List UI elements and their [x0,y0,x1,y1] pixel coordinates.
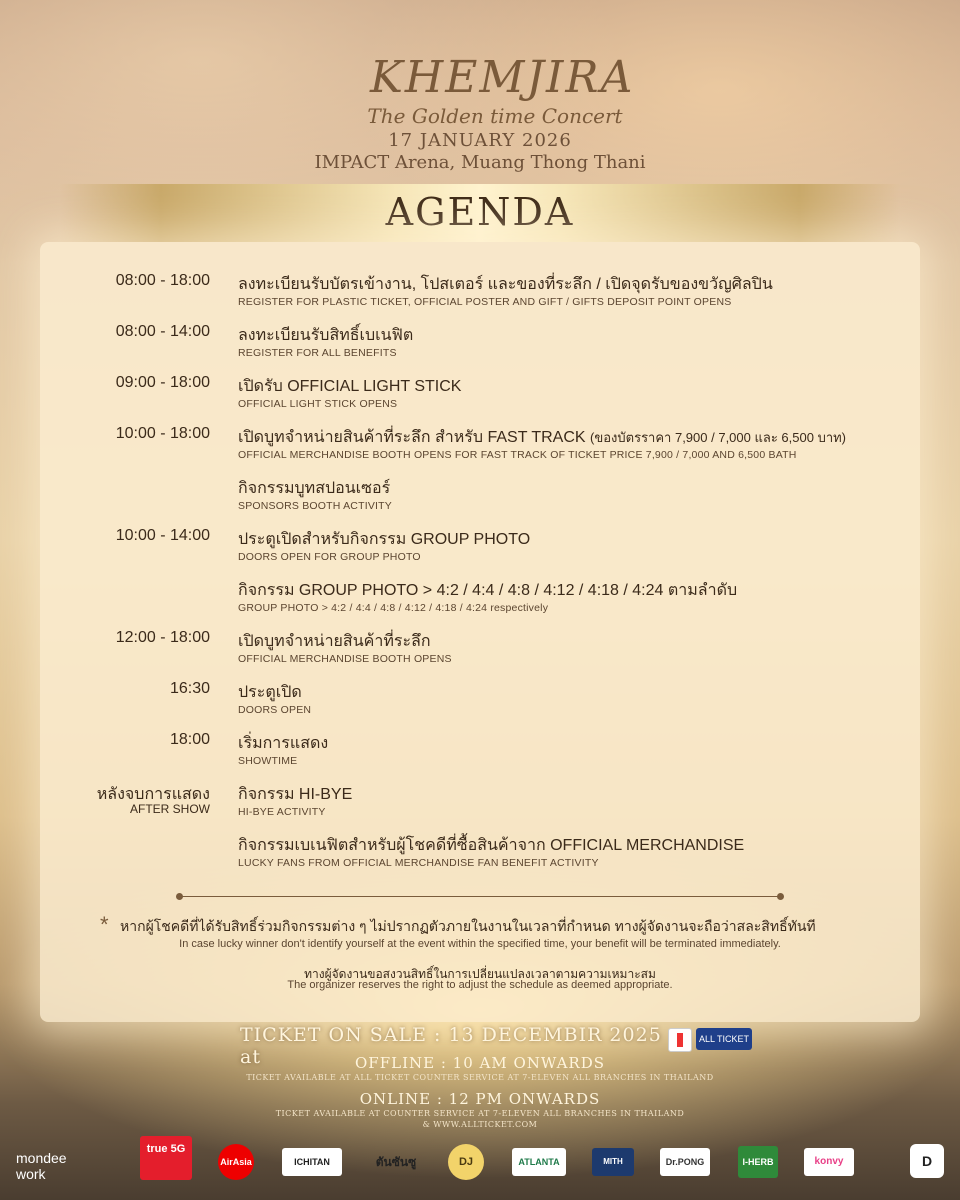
agenda-time: หลังจบการแสดง [96,786,210,803]
agenda-english: REGISTER FOR ALL BENEFITS [238,347,397,359]
agenda-row [0,525,960,575]
logo-title: KHEMJIRA [370,52,635,103]
agenda-title: AGENDA [385,190,575,234]
concert-logo [330,12,635,128]
agenda-time-english: AFTER SHOW [130,802,210,816]
asterisk-icon: * [100,912,109,937]
note-forfeit-thai: หากผู้โชคดีที่ได้รับสิทธิ์ร่วมกิจกรรมต่าง ๆ ไม่ปรากฏตัวภายในงานในเวลาที่กำหนด ทางผู้จัดงานจะถือว่าสละสิทธิ์ทันที [120,918,816,934]
online-sale-website: & WWW.ALLTICKET.COM [422,1120,538,1129]
agenda-thai: ลงทะเบียนรับสิทธิ์เบเนฟิต [238,327,414,344]
dj-logo: DJ [448,1144,484,1180]
all-ticket-logo: ALL TICKET [696,1028,752,1050]
agenda-row [0,831,960,881]
agenda-english: SPONSORS BOOTH ACTIVITY [238,500,392,512]
agenda-banner [60,184,900,242]
agenda-thai: กิจกรรมบูทสปอนเซอร์ [238,480,391,497]
agenda-row [0,678,960,728]
konvy-logo: konvy [804,1148,854,1176]
seven-eleven-logo [668,1028,692,1052]
note-forfeit-english: In case lucky winner don't identify yourself at the event within the specified time, your benefit will be terminated immediately. [179,938,781,950]
agenda-time: 08:00 - 14:00 [115,323,210,340]
agenda-english: HI-BYE ACTIVITY [238,806,326,818]
agenda-thai: กิจกรรม HI-BYE [238,786,353,803]
agenda-time: 12:00 - 18:00 [115,629,210,646]
mith-logo: MITH [592,1148,634,1176]
agenda-time: 09:00 - 18:00 [115,374,210,391]
agenda-thai: ประตูเปิด [238,684,302,701]
i-herb-logo: I-HERB [738,1146,778,1178]
agenda-english: OFFICIAL MERCHANDISE BOOTH OPENS FOR FAST TRACK OF TICKET PRICE 7,900 / 7,000 AND 6,500 BATH [238,449,797,461]
agenda-thai-main: เปิดบูทจำหน่ายสินค้าที่ระลึก สำหรับ FAST TRACK [238,429,586,446]
true-5g-logo: true 5G [140,1136,192,1180]
agenda-english: DOORS OPEN FOR GROUP PHOTO [238,551,421,563]
agenda-row [0,423,960,473]
agenda-thai: กิจกรรม GROUP PHOTO > 4:2 / 4:4 / 4:8 / 4:12 / 4:18 / 4:24 ตามลำดับ [238,582,738,599]
ticket-sale-date: TICKET ON SALE : 13 DECEMBIR 2025 at [240,1024,662,1068]
agenda-row [0,780,960,830]
airasia-logo: AirAsia [218,1144,254,1180]
agenda-row [0,270,960,320]
agenda-english: REGISTER FOR PLASTIC TICKET, OFFICIAL POSTER AND GIFT / GIFTS DEPOSIT POINT OPENS [238,296,732,308]
agenda-thai: เริ่มการแสดง [238,735,329,752]
d-logo: D [910,1144,944,1178]
mondee-work-logo: mondee work [16,1150,67,1182]
agenda-english: LUCKY FANS FROM OFFICIAL MERCHANDISE FAN BENEFIT ACTIVITY [238,857,599,869]
agenda-english: OFFICIAL MERCHANDISE BOOTH OPENS [238,653,452,665]
atlanta-logo: ATLANTA [512,1148,566,1176]
agenda-thai: เปิดรับ OFFICIAL LIGHT STICK [238,378,462,395]
agenda-time: 10:00 - 14:00 [115,527,210,544]
agenda-time: 10:00 - 18:00 [115,425,210,442]
concert-venue: IMPACT Arena, Muang Thong Thani [314,152,646,173]
divider-dot-right [777,893,784,900]
note-schedule-thai: ทางผู้จัดงานขอสงวนสิทธิ์ในการเปลี่ยนแปลงเวลาตามความเหมาะสม [304,967,656,981]
agenda-row [0,474,960,524]
agenda-english: SHOWTIME [238,755,298,767]
online-sale: ONLINE : 12 PM ONWARDS [359,1090,601,1108]
note-schedule-english: The organizer reserves the right to adjust the schedule as deemed appropriate. [287,979,673,991]
agenda-time: 18:00 [169,731,210,748]
agenda-english: DOORS OPEN [238,704,312,716]
ichitan-logo: ICHITAN [282,1148,342,1176]
offline-sale-details: TICKET AVAILABLE AT ALL TICKET COUNTER SERVICE AT 7-ELEVEN ALL BRANCHES IN THAILAND [246,1073,714,1082]
concert-date: 17 JANUARY 2026 [388,130,572,151]
agenda-time: 08:00 - 18:00 [115,272,210,289]
agenda-english: GROUP PHOTO > 4:2 / 4:4 / 4:8 / 4:12 / 4:18 / 4:24 respectively [238,602,549,614]
online-sale-details: TICKET AVAILABLE AT COUNTER SERVICE AT 7-ELEVEN ALL BRANCHES IN THAILAND [275,1109,685,1118]
divider [180,896,780,897]
agenda-row [0,576,960,626]
offline-sale: OFFLINE : 10 AM ONWARDS [355,1054,605,1072]
agenda-thai: ประตูเปิดสำหรับกิจกรรม GROUP PHOTO [238,531,531,548]
agenda-thai: กิจกรรมเบเนฟิตสำหรับผู้โชคดีที่ซื้อสินค้าจาก OFFICIAL MERCHANDISE [238,837,745,854]
agenda-time: 16:30 [169,680,210,697]
agenda-thai-note: (ของบัตรราคา 7,900 / 7,000 และ 6,500 บาท) [590,430,847,445]
agenda-row [0,321,960,371]
agenda-english: OFFICIAL LIGHT STICK OPENS [238,398,398,410]
poster-header [0,0,960,180]
agenda-thai: เปิดบูทจำหน่ายสินค้าที่ระลึก [238,633,431,650]
agenda-row [0,729,960,779]
dr-pong-logo: Dr.PONG [660,1148,710,1176]
logo-subtitle: The Golden time Concert [367,104,623,128]
agenda-row [0,627,960,677]
tansansu-logo: ตันซันซู [375,1155,417,1169]
agenda-row [0,372,960,422]
agenda-thai [238,425,938,450]
agenda-thai: ลงทะเบียนรับบัตรเข้างาน, โปสเตอร์ และของที่ระลึก / เปิดจุดรับของขวัญศิลปิน [238,276,773,293]
